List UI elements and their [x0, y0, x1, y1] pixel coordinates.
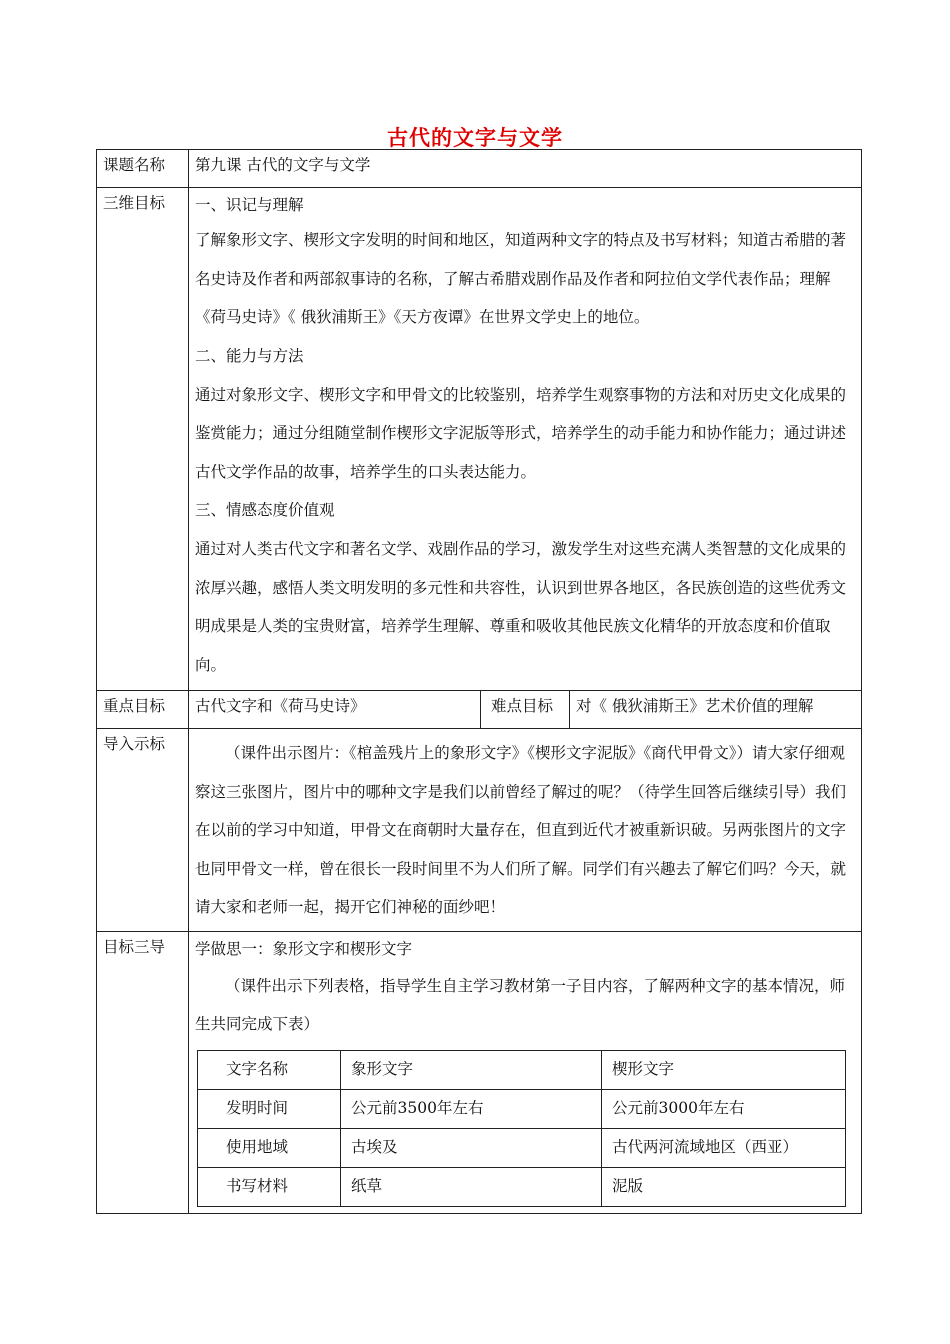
difficulty-value: 对《 俄狄浦斯王》艺术价值的理解: [570, 691, 862, 729]
table-row: [198, 1167, 846, 1206]
goals-paragraph-2: 通过对象形文字、楔形文字和甲骨文的比较鉴别，培养学生观察事物的方法和对历史文化成果的鉴赏能力；通过分组随堂制作楔形文字泥版等形式，培养学生的动手能力和协作能力；通过讲述古代文学作品的故事，培养学生的口头表达能力。: [195, 385, 847, 481]
goals-paragraph-3: 通过对人类古代文字和著名文学、戏剧作品的学习，激发学生对这些充满人类智慧的文化成果的浓厚兴趣，感悟人类文明发明的多元性和共容性，认识到世界各地区，各民族创造的这些优秀文明成果是人类的宝贵财富，培养学生理解、尊重和吸收其他民族文化精华的开放态度和价值取向。: [195, 540, 847, 674]
goals-paragraph-1: 了解象形文字、楔形文字发明的时间和地区，知道两种文字的特点及书写材料；知道古希腊的著名史诗及作者和两部叙事诗的名称，了解古希腊戏剧作品及作者和阿拉伯文学代表作品；理解《荷马史诗》《 俄狄浦斯王》《天方夜谭》在世界文学史上的地位。: [195, 231, 847, 326]
table-cell: 楔形文字: [602, 1050, 846, 1089]
row-topic: [97, 150, 862, 188]
writing-comparison-table: [197, 1050, 846, 1207]
table-cell: 纸草: [341, 1167, 602, 1206]
row-goals: [97, 188, 862, 691]
table-cell: 书写材料: [198, 1167, 341, 1206]
goals-heading-1: 一、识记与理解: [195, 196, 304, 214]
table-row: [198, 1128, 846, 1167]
goals-heading-3: 三、情感态度价值观: [195, 501, 335, 519]
table-cell: 古代两河流域地区（西亚）: [602, 1128, 846, 1167]
intro-label: 导入示标: [97, 729, 189, 932]
table-cell: 象形文字: [341, 1050, 602, 1089]
guide-heading: 学做思一：象形文字和楔形文字: [195, 939, 413, 958]
table-cell: 泥版: [602, 1167, 846, 1206]
document-title: 古代的文字与文学: [387, 125, 563, 150]
lesson-plan-table: [96, 149, 862, 1214]
row-key: [97, 691, 862, 729]
table-cell: 古埃及: [341, 1128, 602, 1167]
table-cell: 使用地域: [198, 1128, 341, 1167]
topic-value: 第九课 古代的文字与文学: [189, 150, 862, 188]
guide-label: 目标三导: [97, 931, 189, 1213]
goals-heading-2: 二、能力与方法: [195, 346, 304, 365]
guide-text: （课件出示下列表格，指导学生自主学习教材第一子目内容，了解两种文字的基本情况，师生共同完成下表）: [195, 976, 846, 1033]
table-cell: 发明时间: [198, 1089, 341, 1128]
row-intro: [97, 729, 862, 932]
difficulty-label: 难点目标: [481, 691, 570, 729]
row-guide: [97, 931, 862, 1213]
table-cell: 文字名称: [198, 1050, 341, 1089]
table-cell: 公元前3000年左右: [602, 1089, 846, 1128]
topic-label: 课题名称: [97, 150, 189, 188]
goals-label: 三维目标: [97, 188, 189, 691]
table-row: [198, 1050, 846, 1089]
table-row: [198, 1089, 846, 1128]
key-label: 重点目标: [97, 691, 189, 729]
intro-text: （课件出示图片：《棺盖残片上的象形文字》《楔形文字泥版》《商代甲骨文》）请大家仔细观察这三张图片，图片中的哪种文字是我们以前曾经了解过的呢？（待学生回答后继续引导）我们在以前的学习中知道，甲骨文在商朝时大量存在，但直到近代才被重新识破。另两张图片的文字也同甲骨文一样，曾在很长一段时间里不为人们所了解。同学们有兴趣去了解它们吗？今天，就请大家和老师一起，揭开它们神秘的面纱吧！: [195, 744, 847, 916]
key-value: 古代文字和《荷马史诗》: [189, 691, 481, 729]
table-cell: 公元前3500年左右: [341, 1089, 602, 1128]
